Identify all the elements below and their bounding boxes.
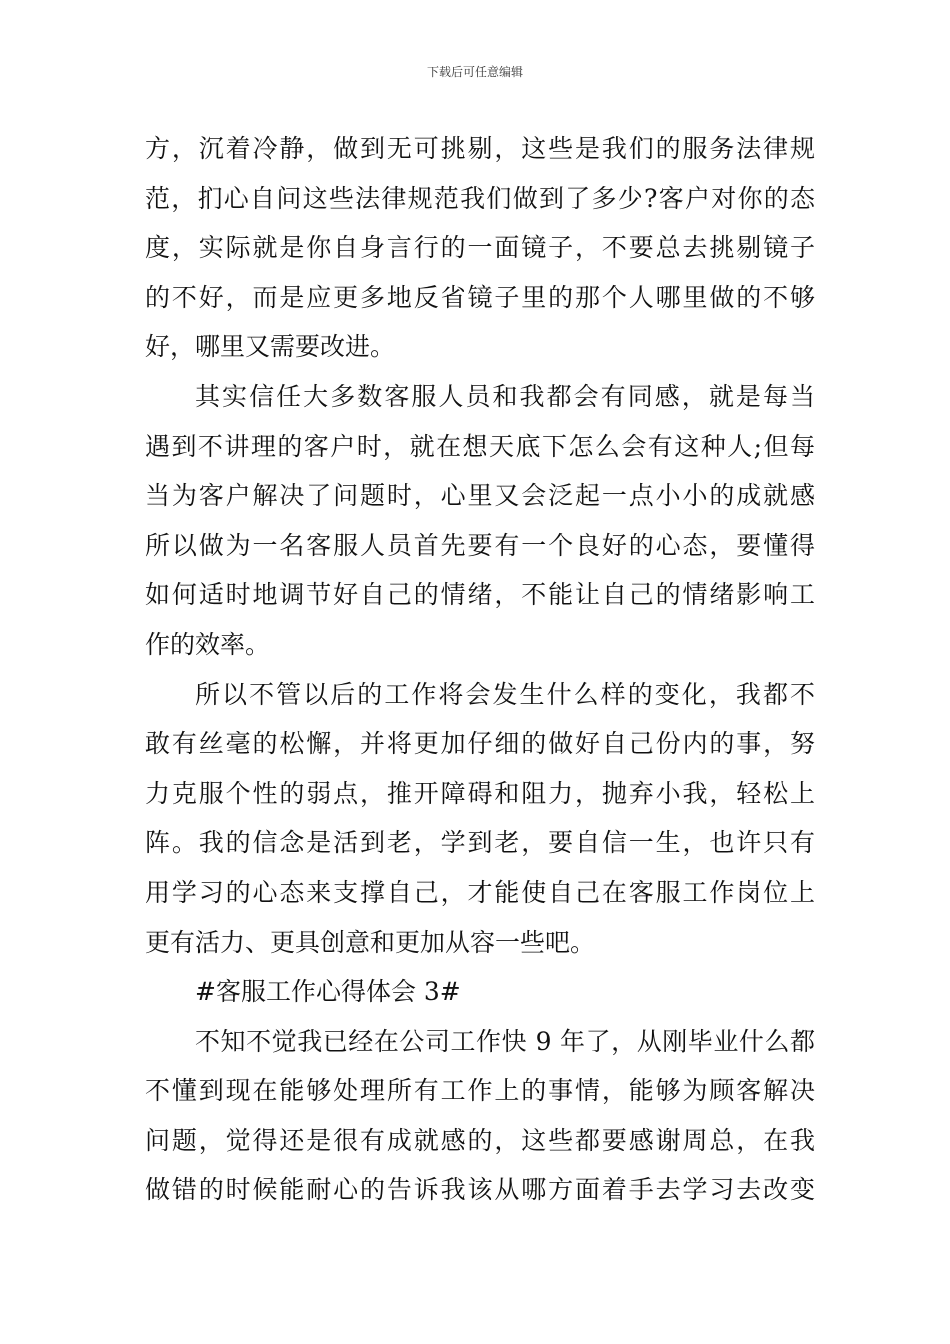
text-line: 如何适时地调节好自己的情绪，不能让自己的情绪影响工 (145, 580, 815, 610)
text-line: 问题，觉得还是很有成就感的，这些都要感谢周总，在我 (145, 1125, 815, 1155)
text-line: 不懂到现在能够处理所有工作上的事情，能够为顾客解决 (145, 1076, 815, 1106)
text-line: 方，沉着冷静，做到无可挑剔，这些是我们的服务法律规 (145, 134, 815, 163)
text-line: 作的效率。 (145, 629, 271, 659)
text-line: 好，哪里又需要改进。 (145, 332, 396, 362)
text-line: 其实信任大多数客服人员和我都会有同感，就是每当 (195, 381, 815, 411)
text-line: #客服工作心得体会 3# (195, 977, 461, 1007)
text-line: 阵。我的信念是活到老，学到老，要自信一生，也许只有 (145, 828, 815, 858)
text-line: 不知不觉我已经在公司工作快 9 年了，从刚毕业什么都 (195, 1026, 815, 1056)
text-line: 度，实际就是你自身言行的一面镜子，不要总去挑剔镜子 (145, 233, 815, 263)
document-body (145, 124, 815, 1215)
page-header: 下载后可任意编辑 (426, 65, 523, 79)
text-line: 当为客户解决了问题时，心里又会泛起一点小小的成就感 (145, 481, 815, 511)
text-line: 范，扪心自问这些法律规范我们做到了多少?客户对你的态 (145, 183, 815, 213)
text-line: 做错的时候能耐心的告诉我该从哪方面着手去学习去改变 (145, 1175, 815, 1205)
text-line: 遇到不讲理的客户时，就在想天底下怎么会有这种人;但每 (145, 431, 815, 461)
text-line: 所以不管以后的工作将会发生什么样的变化，我都不 (195, 679, 815, 709)
text-line: 更有活力、更具创意和更加从容一些吧。 (145, 927, 596, 957)
text-line: 力克服个性的弱点，推开障碍和阻力，抛弃小我，轻松上 (145, 778, 815, 808)
text-line: 所以做为一名客服人员首先要有一个良好的心态，要懂得 (145, 530, 815, 560)
text-line: 的不好，而是应更多地反省镜子里的那个人哪里做的不够 (145, 282, 815, 312)
text-line: 敢有丝毫的松懈，并将更加仔细的做好自己份内的事，努 (145, 729, 815, 759)
text-line: 用学习的心态来支撑自己，才能使自己在客服工作岗位上 (145, 877, 815, 907)
